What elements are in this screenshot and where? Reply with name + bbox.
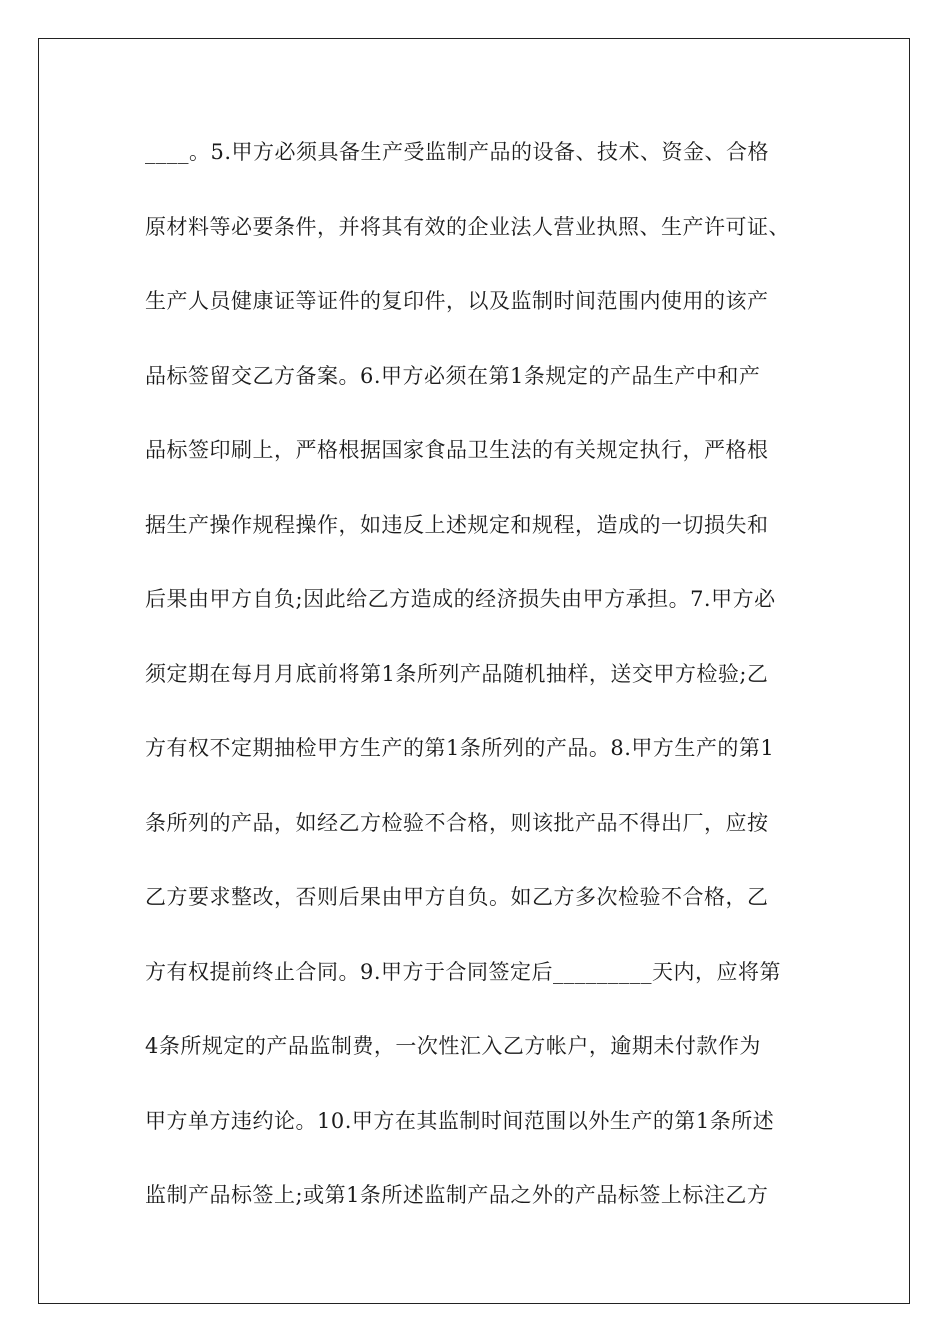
text-line: 条所列的产品，如经乙方检验不合格，则该批产品不得出厂，应按	[145, 810, 769, 835]
text-line: 甲方单方违约论。10.甲方在其监制时间范围以外生产的第1条所述	[145, 1108, 775, 1133]
text-line: 须定期在每月月底前将第1条所列产品随机抽样，送交甲方检验;乙	[145, 661, 769, 686]
text-line: 品标签印刷上，严格根据国家食品卫生法的有关规定执行，严格根	[145, 438, 769, 462]
text-line: 据生产操作规程操作，如违反上述规定和规程，造成的一切损失和	[145, 512, 769, 537]
text-line: 品标签留交乙方备案。6.甲方必须在第1条规定的产品生产中和产	[145, 363, 761, 388]
text-line: 方有权提前终止合同。9.甲方于合同签定后_________天内，应将第	[145, 959, 782, 984]
text-line: 原材料等必要条件，并将其有效的企业法人营业执照、生产许可证、	[145, 214, 790, 239]
text-line: 方有权不定期抽检甲方生产的第1条所列的产品。8.甲方生产的第1	[145, 736, 775, 760]
text-line: ____。5.甲方必须具备生产受监制产品的设备、技术、资金、合格	[145, 140, 770, 164]
text-line: 监制产品标签上;或第1条所述监制产品之外的产品标签上标注乙方	[145, 1183, 769, 1207]
text-line: 生产人员健康证等证件的复印件，以及监制时间范围内使用的该产	[145, 289, 769, 313]
text-line: 乙方要求整改，否则后果由甲方自负。如乙方多次检验不合格，乙	[145, 885, 769, 909]
document-body	[145, 132, 815, 1250]
text-line: 4条所规定的产品监制费，一次性汇入乙方帐户，逾期未付款作为	[145, 1034, 761, 1058]
text-line: 后果由甲方自负;因此给乙方造成的经济损失由甲方承担。7.甲方必	[145, 587, 776, 611]
